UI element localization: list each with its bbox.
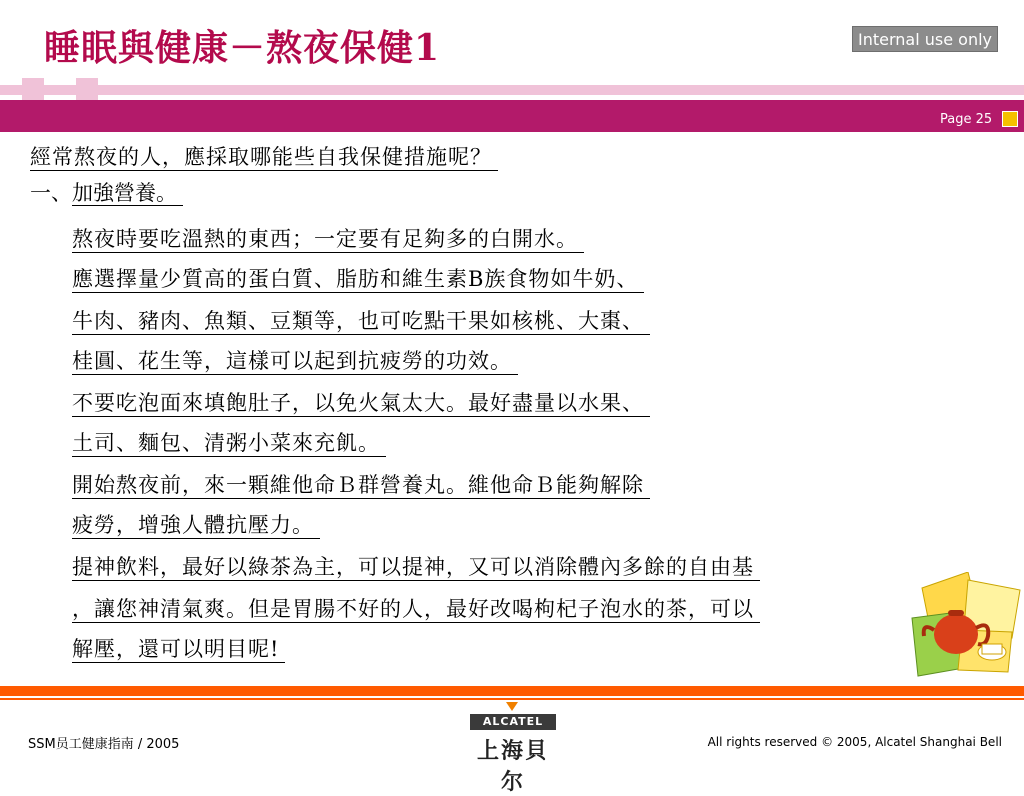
section-prefix: 一、 <box>30 181 72 205</box>
footer-doc-label: SSM员工健康指南 / 2005 <box>28 737 180 752</box>
body-line: 解壓，還可以明目呢! <box>72 636 285 663</box>
body-line: 熬夜時要吃溫熱的東西；一定要有足夠多的白開水。 <box>72 226 584 253</box>
body-line: 不要吃泡面來填飽肚子，以免火氣太大。最好盡量以水果、 <box>72 390 650 417</box>
footer-rule <box>0 698 1024 700</box>
section-heading <box>30 180 183 206</box>
body-line: 土司、麵包、清粥小菜來充飢。 <box>72 430 386 457</box>
header-light-band <box>0 85 1024 95</box>
body-line: 牛肉、豬肉、魚類、豆類等，也可吃點干果如核桃、大棗、 <box>72 308 650 335</box>
body-line: 開始熬夜前，來一顆維他命Ｂ群營養丸。維他命Ｂ能夠解除 <box>72 472 650 499</box>
footer-band <box>0 686 1024 696</box>
header-deco-square <box>22 78 44 100</box>
body-line: ，讓您神清氣爽。但是胃腸不好的人，最好改喝枸杞子泡水的茶，可以 <box>72 596 760 623</box>
internal-use-badge: Internal use only <box>852 26 998 52</box>
header-deco-square <box>76 78 98 100</box>
page-marker-icon <box>1002 111 1018 127</box>
question-line: 經常熬夜的人，應採取哪能些自我保健措施呢？ <box>30 144 498 171</box>
body-line: 提神飲料，最好以綠茶為主，可以提神，又可以消除體內多餘的自由基 <box>72 554 760 581</box>
section-title: 加強營養。 <box>72 181 183 206</box>
header-band <box>0 100 1024 132</box>
logo-chinese-name: 上海貝尔 <box>476 738 549 795</box>
body-line: 疲勞，增強人體抗壓力。 <box>72 512 320 539</box>
copyright-notice: All rights reserved © 2005, Alcatel Shanghai Bell <box>707 735 1002 749</box>
logo-wordmark: ALCATEL <box>470 714 556 730</box>
slide-title: 睡眠與健康－熬夜保健1 <box>44 27 441 69</box>
alcatel-logo-icon <box>470 702 556 795</box>
page-number: Page 25 <box>940 112 993 127</box>
body-line: 應選擇量少質高的蛋白質、脂肪和維生素B族食物如牛奶、 <box>72 266 644 293</box>
logo-triangle-icon <box>506 702 518 711</box>
body-line: 桂圓、花生等，這樣可以起到抗疲勞的功效。 <box>72 348 518 375</box>
teapot-decoration-icon <box>908 572 1024 680</box>
